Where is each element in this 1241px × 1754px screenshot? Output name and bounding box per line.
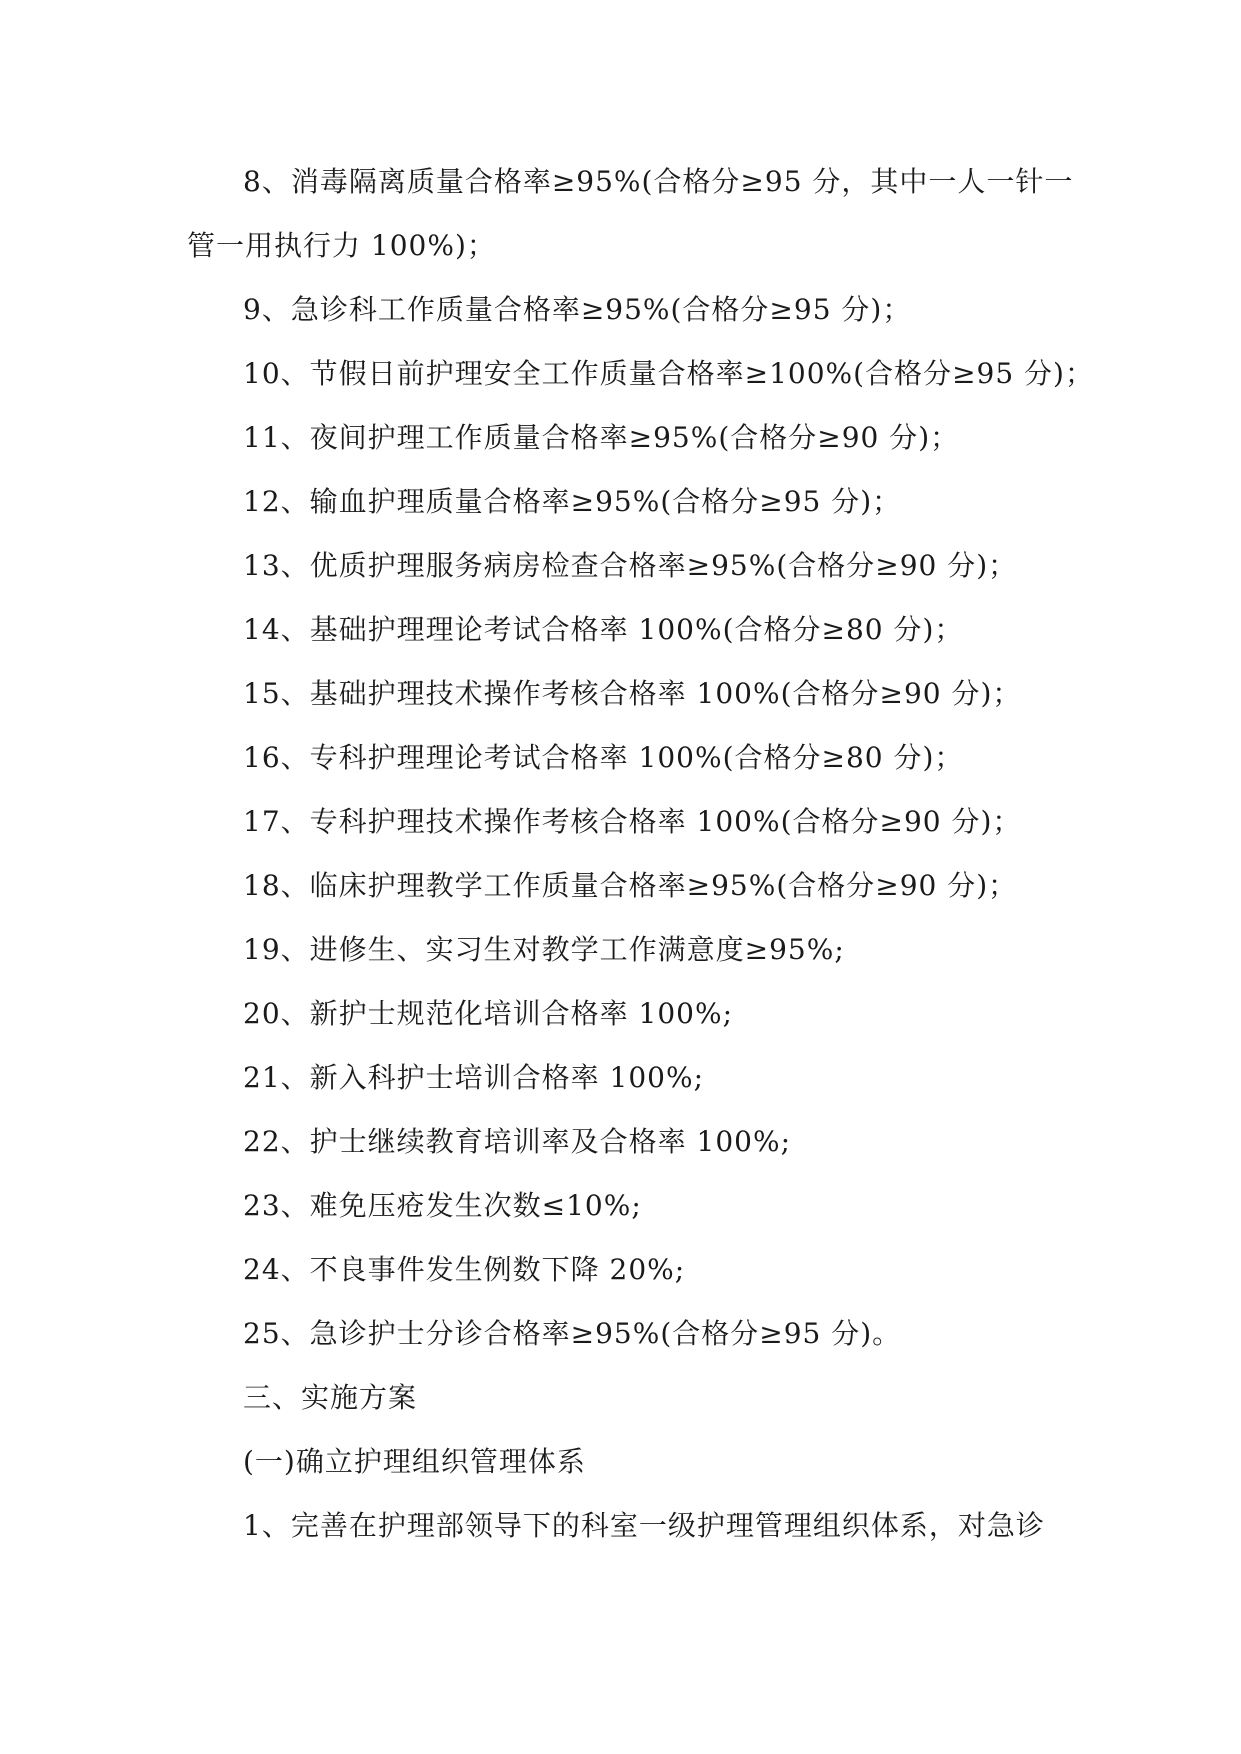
paragraph-line: 21、新入科护士培训合格率 100%; (243, 1061, 705, 1094)
paragraph-line: 10、节假日前护理安全工作质量合格率≥100%(合格分≥95 分)； (243, 357, 1094, 390)
paragraph-line: 9、急诊科工作质量合格率≥95%(合格分≥95 分)； (243, 293, 912, 326)
paragraph-line: 18、临床护理教学工作质量合格率≥95%(合格分≥90 分)； (243, 869, 1018, 902)
paragraph-line: 20、新护士规范化培训合格率 100%; (243, 997, 734, 1030)
paragraph-line: 24、不良事件发生例数下降 20%; (243, 1253, 686, 1286)
paragraph-line: 12、输血护理质量合格率≥95%(合格分≥95 分)； (243, 485, 902, 518)
subsection-heading: (一)确立护理组织管理体系 (243, 1445, 586, 1478)
paragraph-line: 15、基础护理技术操作考核合格率 100%(合格分≥90 分)； (243, 677, 1022, 710)
paragraph-line: 11、夜间护理工作质量合格率≥95%(合格分≥90 分)； (243, 421, 960, 454)
paragraph-line: 22、护士继续教育培训率及合格率 100%; (243, 1125, 792, 1158)
paragraph-line: 13、优质护理服务病房检查合格率≥95%(合格分≥90 分)； (243, 549, 1018, 582)
paragraph-line: 1、完善在护理部领导下的科室一级护理管理组织体系，对急诊 (243, 1509, 1045, 1542)
paragraph-line: 25、急诊护士分诊合格率≥95%(合格分≥95 分)。 (243, 1317, 902, 1350)
paragraph-line: 17、专科护理技术操作考核合格率 100%(合格分≥90 分)； (243, 805, 1022, 838)
paragraph-line: 16、专科护理理论考试合格率 100%(合格分≥80 分)； (243, 741, 964, 774)
paragraph-line: 23、难免压疮发生次数≤10%; (243, 1189, 642, 1222)
paragraph-line: 19、进修生、实习生对教学工作满意度≥95%; (243, 933, 845, 966)
section-heading: 三、实施方案 (243, 1381, 418, 1414)
paragraph-line: 14、基础护理理论考试合格率 100%(合格分≥80 分)； (243, 613, 964, 646)
paragraph-line: 管一用执行力 100%)； (187, 229, 496, 262)
paragraph-line: 8、消毒隔离质量合格率≥95%(合格分≥95 分，其中一人一针一 (243, 165, 1074, 198)
